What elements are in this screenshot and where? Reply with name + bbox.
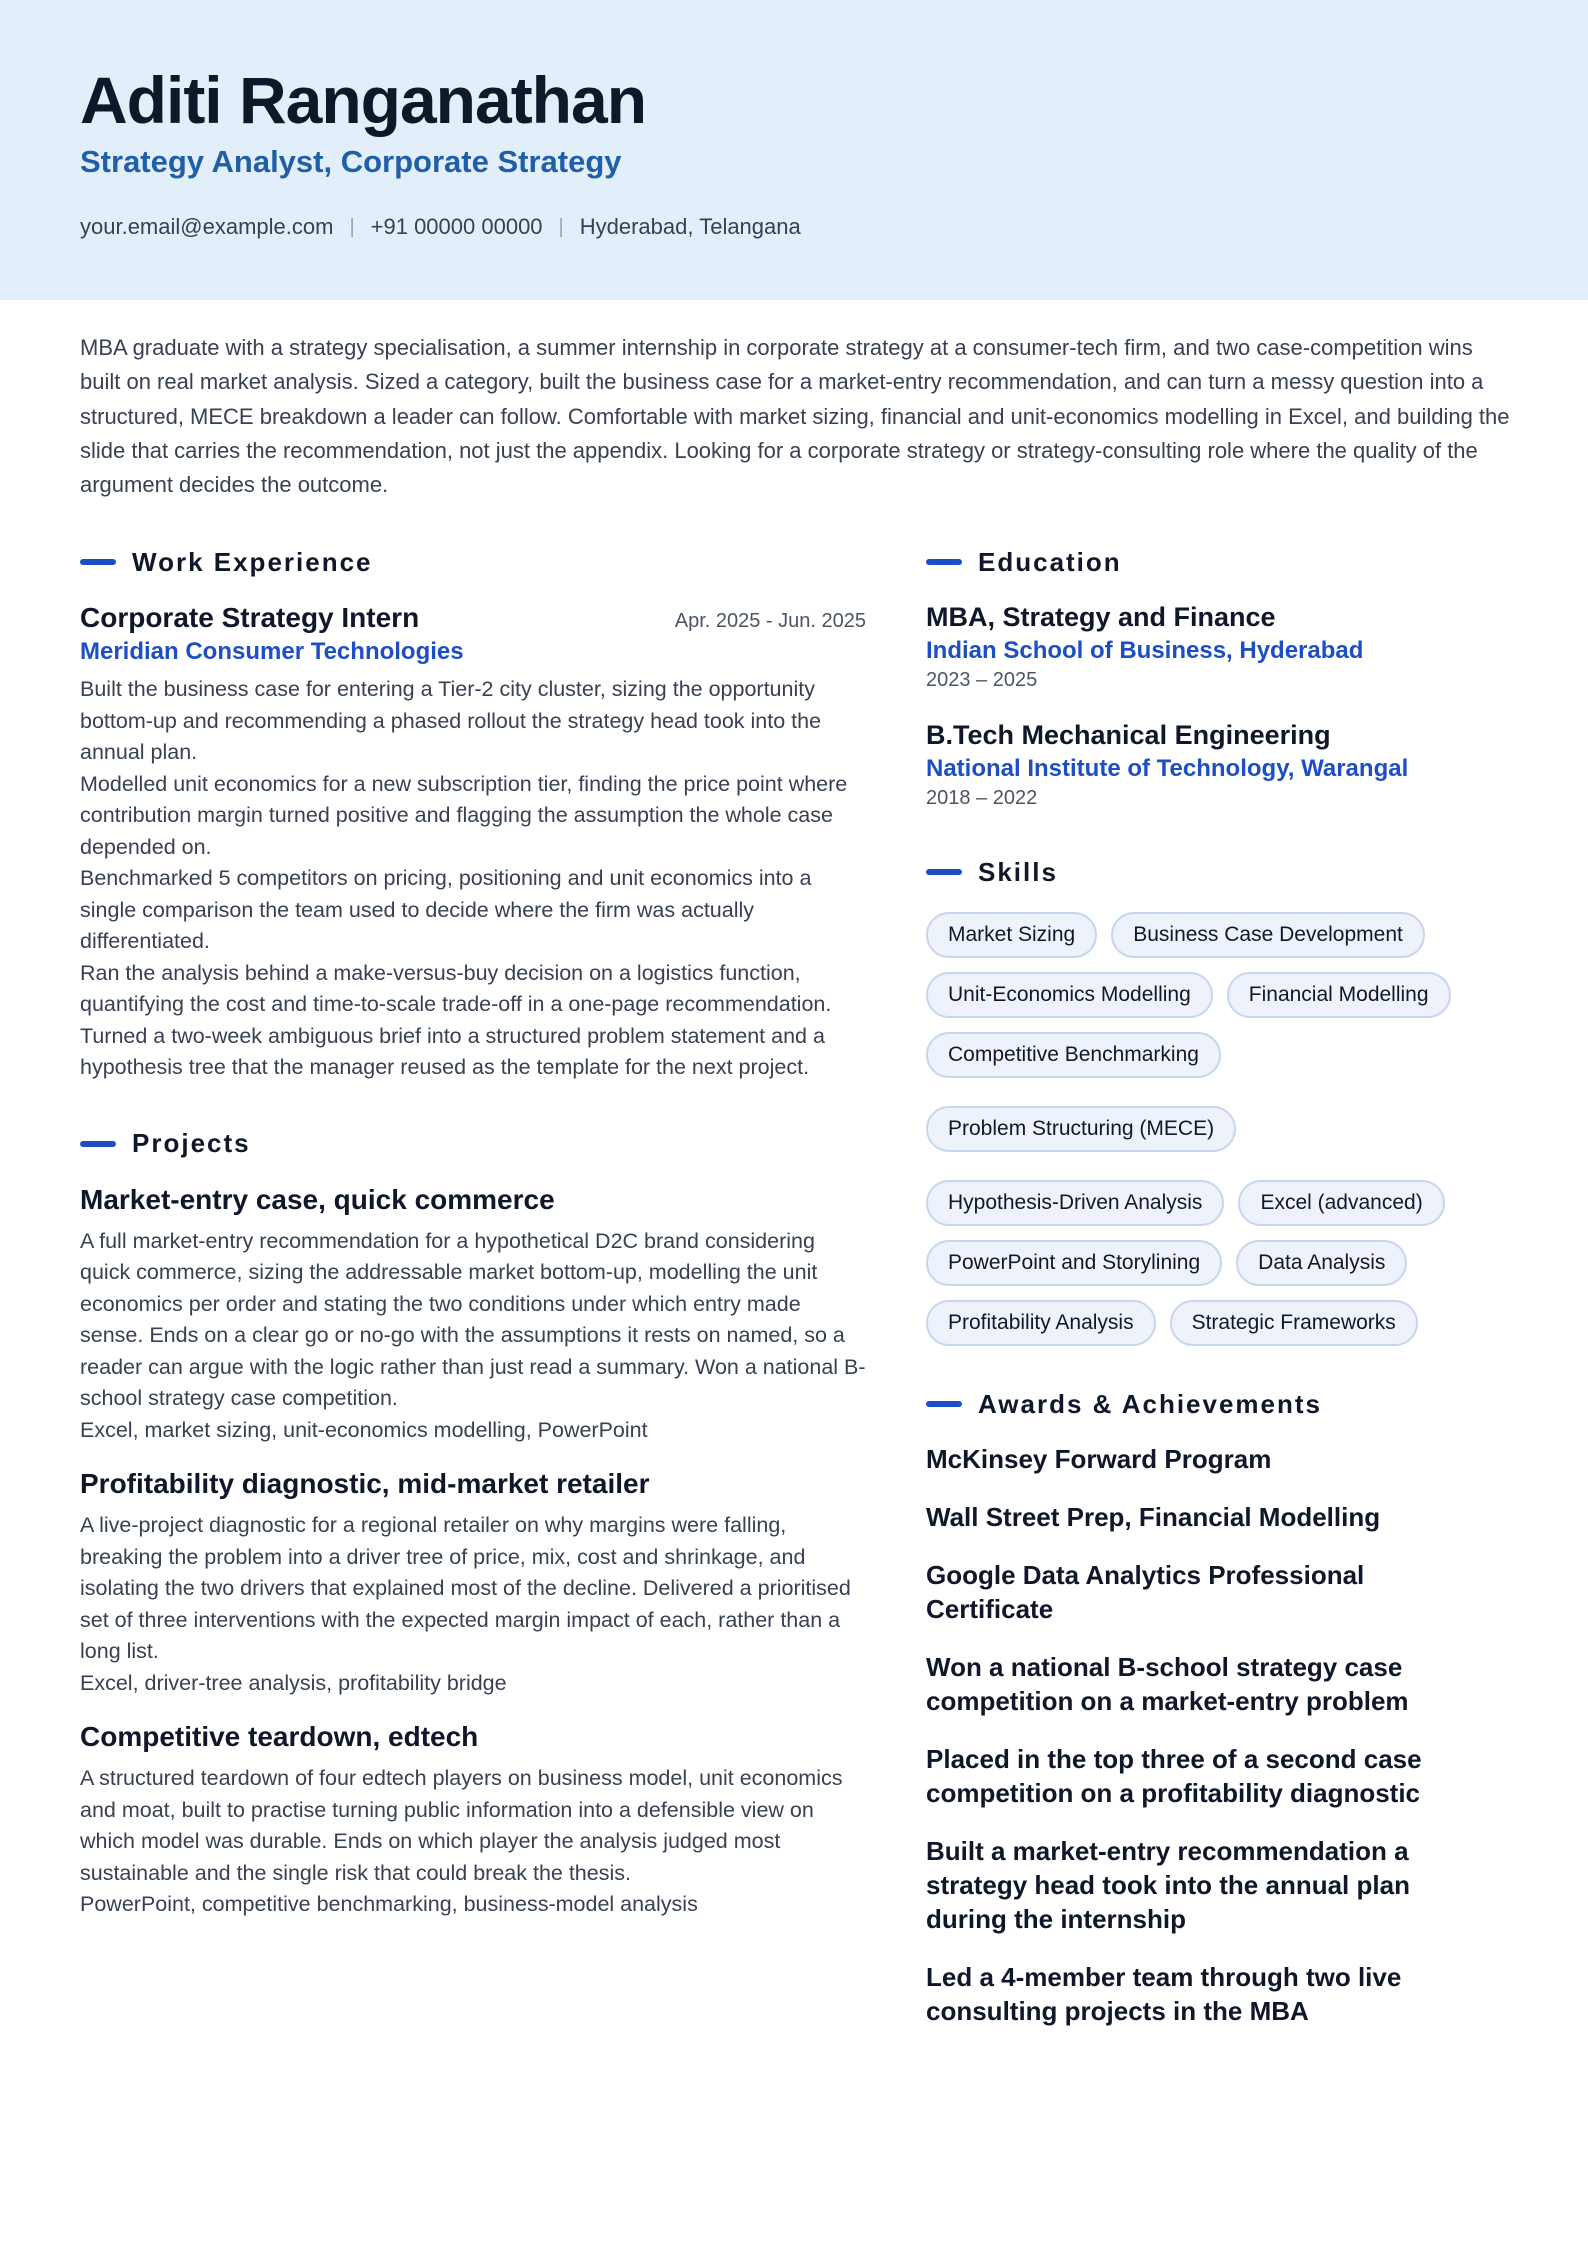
- project-description: A full market-entry recommendation for a hypothetical D2C brand considering quick commerce, sizing the addressable market bottom-up, modelling the unit economics per order and stating the two conditions under which entry made sense. Ends on a clear go or no-go with the assumptions it rests on named, so a reader can argue with the logic rather than just read a summary. Won a national B-school strategy case competition.: [80, 1228, 866, 1410]
- award-item: Led a 4-member team through two live consulting projects in the MBA: [926, 1962, 1402, 2026]
- education-entry: [926, 602, 1516, 692]
- section-accent-bar: [926, 1401, 962, 1407]
- project-tools: Excel, driver-tree analysis, profitability bridge: [80, 1670, 507, 1695]
- skill-chip: Data Analysis: [1236, 1240, 1407, 1286]
- section-title: Awards & Achievements: [978, 1388, 1323, 1419]
- skill-chip: PowerPoint and Storylining: [926, 1240, 1222, 1286]
- section-accent-bar: [926, 559, 962, 565]
- project-title: Profitability diagnostic, mid-market retailer: [80, 1468, 650, 1499]
- job-title-row: [80, 602, 866, 634]
- section-heading-awards: [926, 1382, 1516, 1426]
- award-item: Google Data Analytics Professional Certificate: [926, 1560, 1365, 1624]
- section-title: Skills: [978, 856, 1058, 887]
- right-column: [926, 540, 1516, 2052]
- section-heading-skills: [926, 850, 1516, 894]
- skill-chip: Unit-Economics Modelling: [926, 972, 1213, 1018]
- skill-chip: Profitability Analysis: [926, 1300, 1156, 1346]
- project-tools: PowerPoint, competitive benchmarking, business-model analysis: [80, 1892, 698, 1916]
- contact-phone[interactable]: +91 00000 00000: [370, 214, 543, 239]
- job-company: Meridian Consumer Technologies: [80, 638, 464, 665]
- section-title: Projects: [132, 1128, 251, 1158]
- education-school: National Institute of Technology, Warangal: [926, 755, 1409, 782]
- skills-list: [926, 912, 1516, 1346]
- skill-chip: Hypothesis-Driven Analysis: [926, 1180, 1224, 1226]
- skill-chip: Strategic Frameworks: [1170, 1300, 1418, 1346]
- left-column: [80, 540, 866, 1921]
- job-bullet: Benchmarked 5 competitors on pricing, positioning and unit economics into a single comparison the team used to decide where the firm was actually differentiated.: [80, 866, 812, 953]
- project-entry: [80, 1721, 866, 1921]
- contact-separator: |: [558, 215, 564, 238]
- education-degree: MBA, Strategy and Finance: [926, 602, 1276, 632]
- skill-chip: Financial Modelling: [1227, 972, 1451, 1018]
- section-title: Work Experience: [132, 546, 373, 577]
- award-item: Won a national B-school strategy case competition on a market-entry problem: [926, 1652, 1409, 1716]
- contact-email[interactable]: your.email@example.com: [80, 214, 334, 239]
- section-accent-bar: [926, 869, 962, 875]
- job-bullets: [80, 674, 866, 1084]
- education-school: Indian School of Business, Hyderabad: [926, 637, 1364, 664]
- job-bullet: Modelled unit economics for a new subscription tier, finding the price point where contribution margin turned positive and flagging the assumption the whole case depended on.: [80, 771, 848, 859]
- candidate-role: Strategy Analyst, Corporate Strategy: [80, 144, 622, 179]
- project-description: A structured teardown of four edtech players on business model, unit economics and moat, built to practise turning public information into a defensible view on which model was durable. Ends on which player the analysis judged most sustainable and the single risk that could break the thesis.: [80, 1766, 843, 1885]
- project-entry: [80, 1468, 866, 1699]
- project-entry: [80, 1184, 866, 1447]
- project-tools: Excel, market sizing, unit-economics modelling, PowerPoint: [80, 1417, 648, 1442]
- section-heading-experience: [80, 540, 866, 584]
- job-entry: [80, 602, 866, 1084]
- contact-location: Hyderabad, Telangana: [579, 214, 801, 239]
- project-description: A live-project diagnostic for a regional retailer on why margins were falling, breaking the problem into a driver tree of price, mix, cost and shrinkage, and isolating the two drivers that explained most of the decline. Delivered a prioritised set of three interventions with the expected margin impact of each, rather than a long list.: [80, 1513, 851, 1663]
- candidate-name: Aditi Ranganathan: [80, 63, 647, 137]
- skill-chip: Market Sizing: [926, 912, 1097, 958]
- skill-chip: Excel (advanced): [1238, 1180, 1444, 1226]
- contact-line: [80, 214, 801, 240]
- section-heading-projects: [80, 1122, 866, 1166]
- job-bullet: Turned a two-week ambiguous brief into a structured problem statement and a hypothesis tree that the manager reused as the template for the next project.: [80, 1023, 825, 1079]
- section-title: Education: [978, 546, 1122, 577]
- project-title: Competitive teardown, edtech: [80, 1721, 479, 1752]
- awards-list: [926, 1442, 1516, 2028]
- contact-separator: |: [349, 215, 355, 238]
- section-heading-education: [926, 540, 1516, 584]
- skill-chip: Business Case Development: [1111, 912, 1425, 958]
- section-accent-bar: [80, 559, 116, 565]
- job-dates: Apr. 2025 - Jun. 2025: [674, 610, 866, 632]
- resume-header: [0, 0, 1588, 300]
- award-item: Wall Street Prep, Financial Modelling: [926, 1502, 1381, 1532]
- job-bullet: Ran the analysis behind a make-versus-buy decision on a logistics function, quantifying the cost and time-to-scale trade-off in a one-page recommendation.: [80, 960, 832, 1016]
- award-item: Built a market-entry recommendation a strategy head took into the annual plan during the internship: [926, 1836, 1410, 1934]
- education-years: 2018 – 2022: [926, 787, 1038, 809]
- award-item: Placed in the top three of a second case competition on a profitability diagnostic: [926, 1744, 1422, 1808]
- section-accent-bar: [80, 1141, 116, 1147]
- education-years: 2023 – 2025: [926, 669, 1038, 691]
- education-degree: B.Tech Mechanical Engineering: [926, 720, 1331, 750]
- project-title: Market-entry case, quick commerce: [80, 1183, 555, 1215]
- education-entry: [926, 720, 1516, 810]
- skill-chip: Problem Structuring (MECE): [926, 1106, 1236, 1152]
- award-item: McKinsey Forward Program: [926, 1444, 1272, 1474]
- profile-summary: MBA graduate with a strategy specialisation, a summer internship in corporate strategy at a consumer-tech firm, and two case-competition wins built on real market analysis. Sized a category, built the business case for a market-entry recommendation, and can turn a messy question into a structured, MECE breakdown a leader can follow. Comfortable with market sizing, financial and unit-economics modelling in Excel, and building the slide that carries the recommendation, not just the appendix. Looking for a corporate strategy or strategy-consulting role where the quality of the argument decides the outcome.: [80, 335, 1510, 498]
- job-title: Corporate Strategy Intern: [80, 602, 420, 633]
- job-bullet: Built the business case for entering a Tier-2 city cluster, sizing the opportunity bottom-up and recommending a phased rollout the strategy head took into the annual plan.: [80, 677, 822, 764]
- skill-chip: Competitive Benchmarking: [926, 1032, 1221, 1078]
